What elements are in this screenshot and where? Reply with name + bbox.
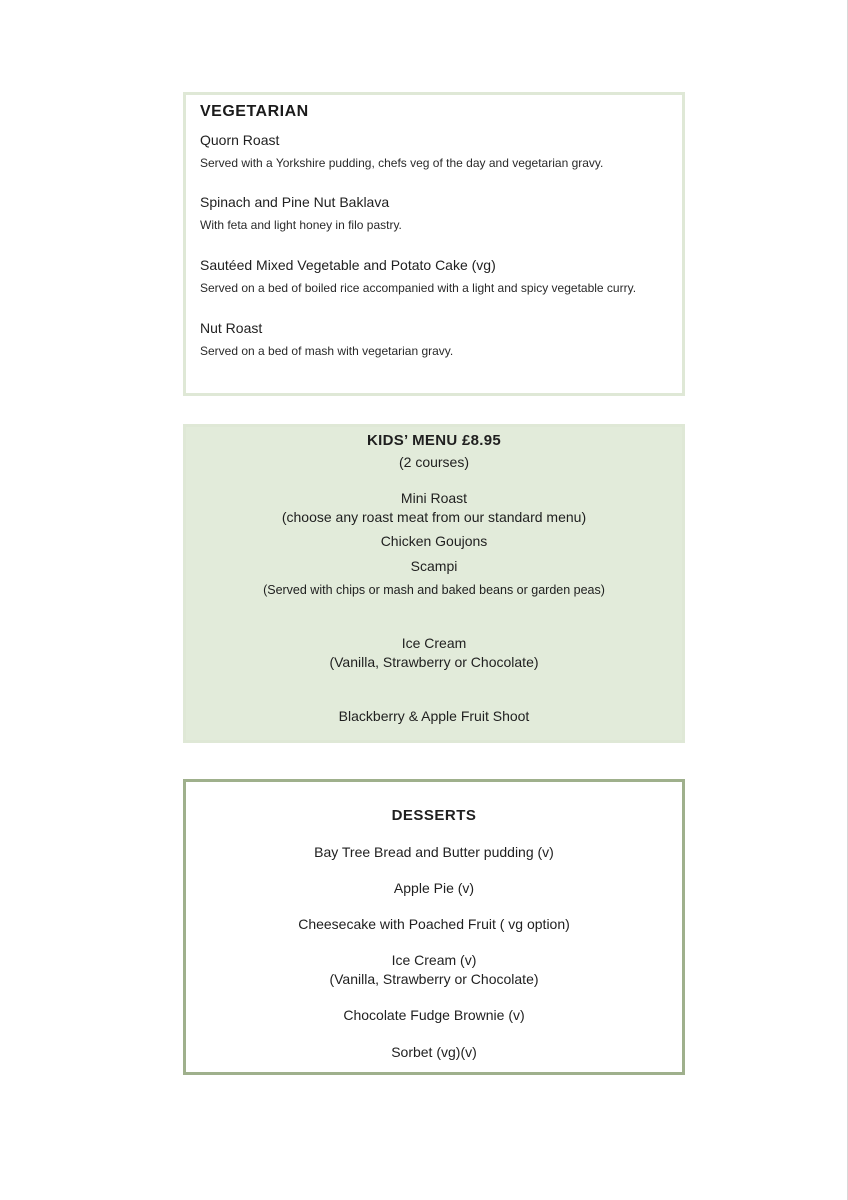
kids-item-note: (Vanilla, Strawberry or Chocolate)	[329, 654, 539, 670]
menu-item-name: Spinach and Pine Nut Baklava	[200, 194, 390, 210]
menu-item-name: Sautéed Mixed Vegetable and Potato Cake (vg)	[200, 257, 496, 273]
menu-item	[200, 256, 636, 296]
kids-item-scampi: Scampi	[410, 558, 458, 574]
desserts-section	[183, 779, 685, 1075]
kids-menu-section	[183, 424, 685, 743]
vegetarian-heading: VEGETARIAN	[200, 103, 309, 120]
dessert-item: Apple Pie (v)	[393, 880, 475, 896]
dessert-item: Cheesecake with Poached Fruit ( vg option)	[298, 916, 570, 932]
menu-item	[200, 193, 402, 233]
dessert-item: Sorbet (vg)(v)	[391, 1044, 477, 1060]
desserts-heading: DESSERTS	[391, 807, 477, 824]
kids-item-goujons: Chicken Goujons	[380, 533, 488, 549]
dessert-item: Chocolate Fudge Brownie (v)	[343, 1007, 525, 1023]
kids-menu-heading: KIDS’ MENU £8.95	[366, 432, 501, 449]
kids-item-note: (choose any roast meat from our standard menu)	[281, 509, 587, 525]
menu-item-description: Served on a bed of mash with vegetarian gravy.	[200, 344, 454, 358]
dessert-item-note: (Vanilla, Strawberry or Chocolate)	[329, 971, 539, 987]
menu-item-description: Served on a bed of boiled rice accompanied with a light and spicy vegetable curry.	[200, 281, 637, 295]
kids-menu-subtitle: (2 courses)	[398, 454, 470, 470]
menu-item	[200, 131, 603, 171]
menu-item-description: Served with a Yorkshire pudding, chefs veg of the day and vegetarian gravy.	[200, 156, 604, 170]
menu-item	[200, 319, 453, 359]
kids-item-drink: Blackberry & Apple Fruit Shoot	[338, 708, 530, 724]
kids-item-ice-cream: Ice Cream	[401, 635, 467, 651]
dessert-item: Ice Cream (v)	[391, 952, 477, 968]
kids-sides-note: (Served with chips or mash and baked beans or garden peas)	[263, 583, 605, 597]
menu-item-description: With feta and light honey in filo pastry.	[200, 218, 402, 232]
menu-item-name: Quorn Roast	[200, 132, 280, 148]
kids-item-mini-roast: Mini Roast	[400, 490, 468, 506]
menu-item-name: Nut Roast	[200, 320, 263, 336]
dessert-item: Bay Tree Bread and Butter pudding (v)	[314, 844, 554, 860]
vegetarian-section	[183, 92, 685, 396]
